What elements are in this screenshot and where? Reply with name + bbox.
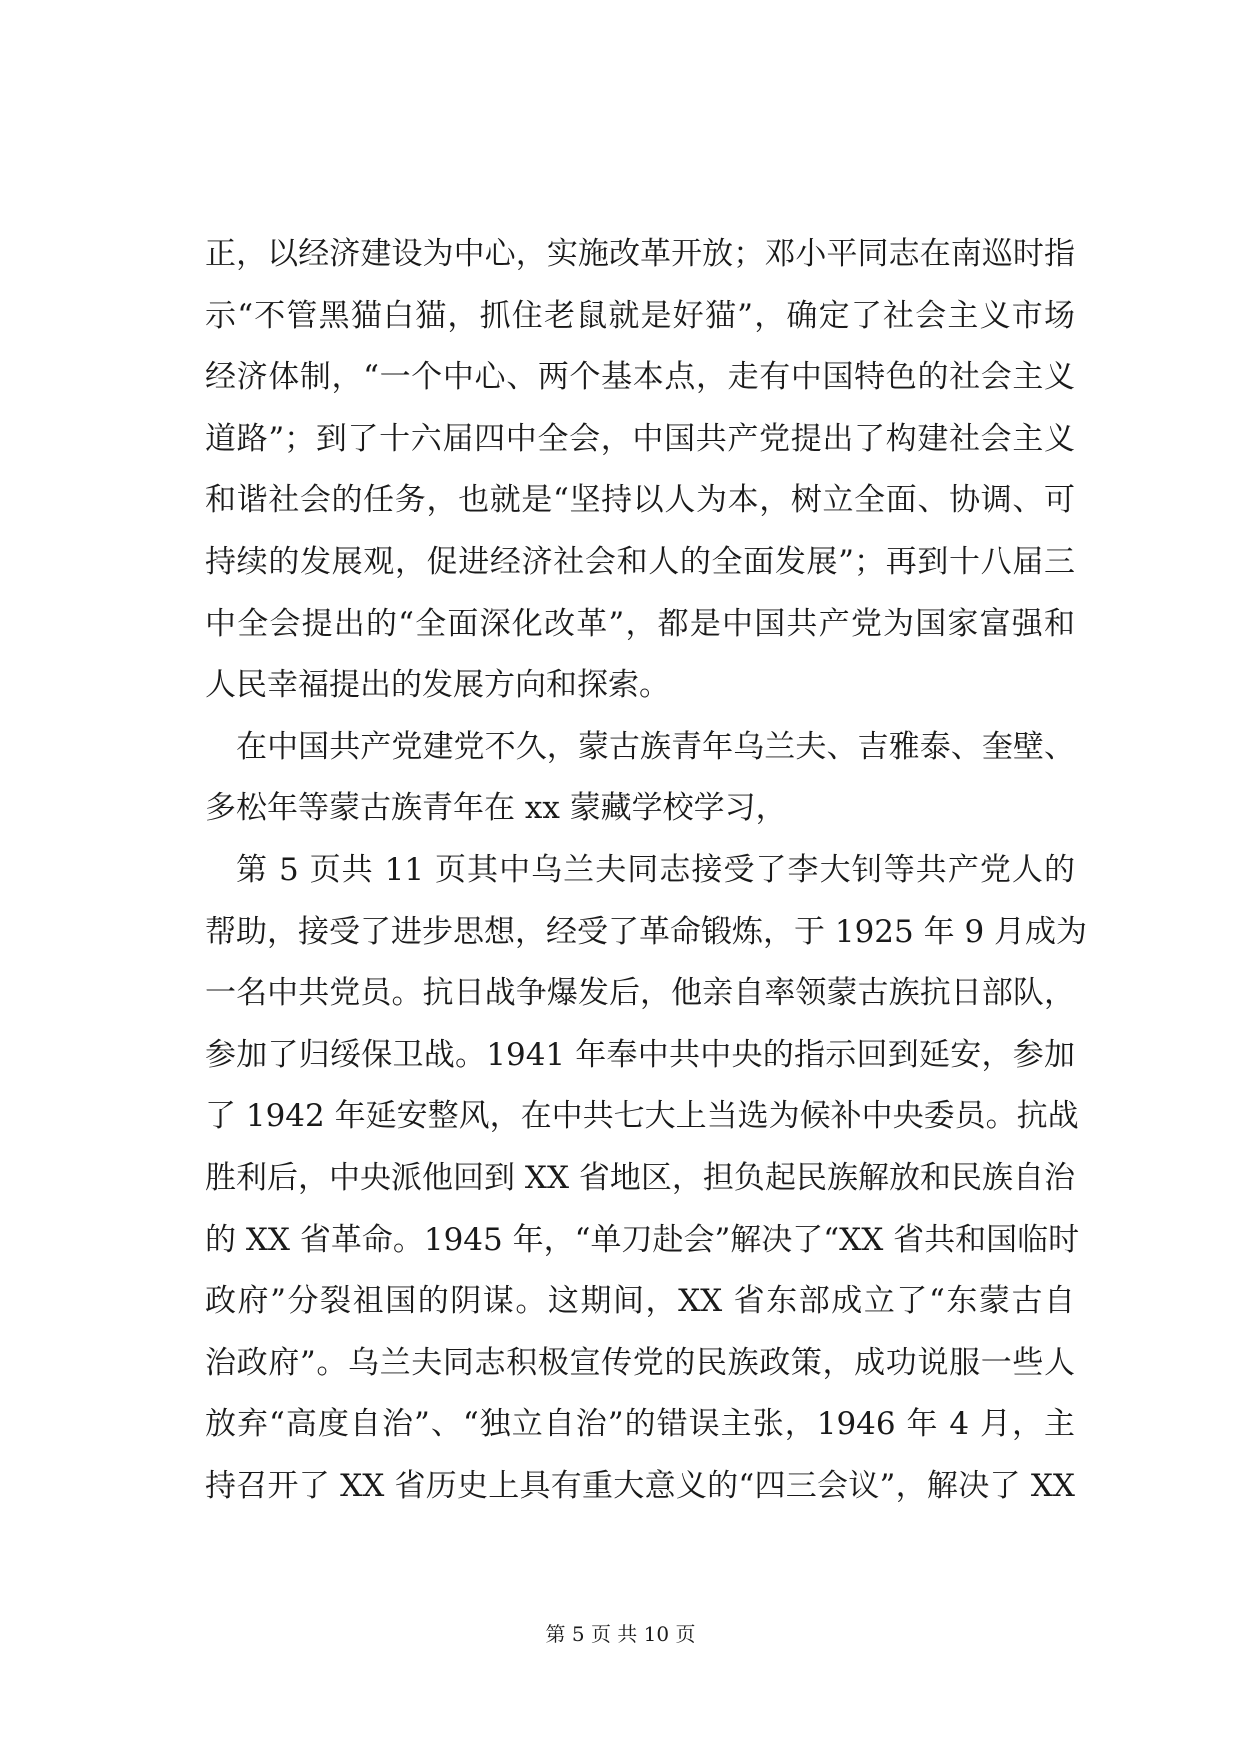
paragraph-3-line-1: 第 5 页共 11 页其中乌兰夫同志接受了李大钊等共产党人的 [236,851,1075,888]
paragraph-1-line-6: 持续的发展观，促进经济社会和人的全面发展”；再到十八届三 [205,543,1075,580]
paragraph-2-line-2: 多松年等蒙古族青年在 xx 蒙藏学校学习， [205,790,787,827]
paragraph-2-line-1: 在中国共产党建党不久，蒙古族青年乌兰夫、吉雅泰、奎壁、 [236,728,1075,765]
paragraph-1-line-2: 示“不管黑猫白猫，抓住老鼠就是好猫”，确定了社会主义市场 [205,297,1075,334]
paragraph-3-line-6: 胜利后，中央派他回到 XX 省地区，担负起民族解放和民族自治 [205,1159,1075,1196]
paragraph-1-line-1: 正，以经济建设为中心，实施改革开放；邓小平同志在南巡时指 [205,236,1075,272]
paragraph-3-line-2: 帮助，接受了进步思想，经受了革命锻炼，于 1925 年 9 月成为 [205,913,1088,950]
paragraph-3-line-4: 参加了归绥保卫战。1941 年奉中共中央的指示回到延安，参加 [205,1036,1075,1073]
paragraph-3-line-7: 的 XX 省革命。1945 年，“单刀赴会”解决了“XX 省共和国临时 [205,1221,1080,1258]
paragraph-3-line-9: 治政府”。乌兰夫同志积极宣传党的民族政策，成功说服一些人 [205,1344,1075,1381]
paragraph-1-line-5: 和谐社会的任务，也就是“坚持以人为本，树立全面、协调、可 [205,482,1075,519]
paragraph-1-line-4: 道路”；到了十六届四中全会，中国共产党提出了构建社会主义 [205,420,1075,457]
paragraph-1-line-3: 经济体制，“一个中心、两个基本点，走有中国特色的社会主义 [205,359,1075,396]
paragraph-3-line-5: 了 1942 年延安整风，在中共七大上当选为候补中央委员。抗战 [205,1098,1079,1135]
paragraph-1-line-8: 人民幸福提出的发展方向和探索。 [205,667,670,704]
paragraph-3-line-3: 一名中共党员。抗日战争爆发后，他亲自率领蒙古族抗日部队， [205,975,1075,1012]
paragraph-1-line-7: 中全会提出的“全面深化改革”，都是中国共产党为国家富强和 [205,605,1075,642]
page-footer: 第 5 页 共 10 页 [545,1622,696,1646]
paragraph-3-line-8: 政府”分裂祖国的阴谋。这期间，XX 省东部成立了“东蒙古自 [205,1283,1075,1320]
paragraph-3-line-10: 放弃“高度自治”、“独立自治”的错误主张，1946 年 4 月，主 [205,1406,1075,1443]
body-text [205,224,1088,1517]
paragraph-3-line-11: 持召开了 XX 省历史上具有重大意义的“四三会议”，解决了 XX [205,1467,1075,1504]
